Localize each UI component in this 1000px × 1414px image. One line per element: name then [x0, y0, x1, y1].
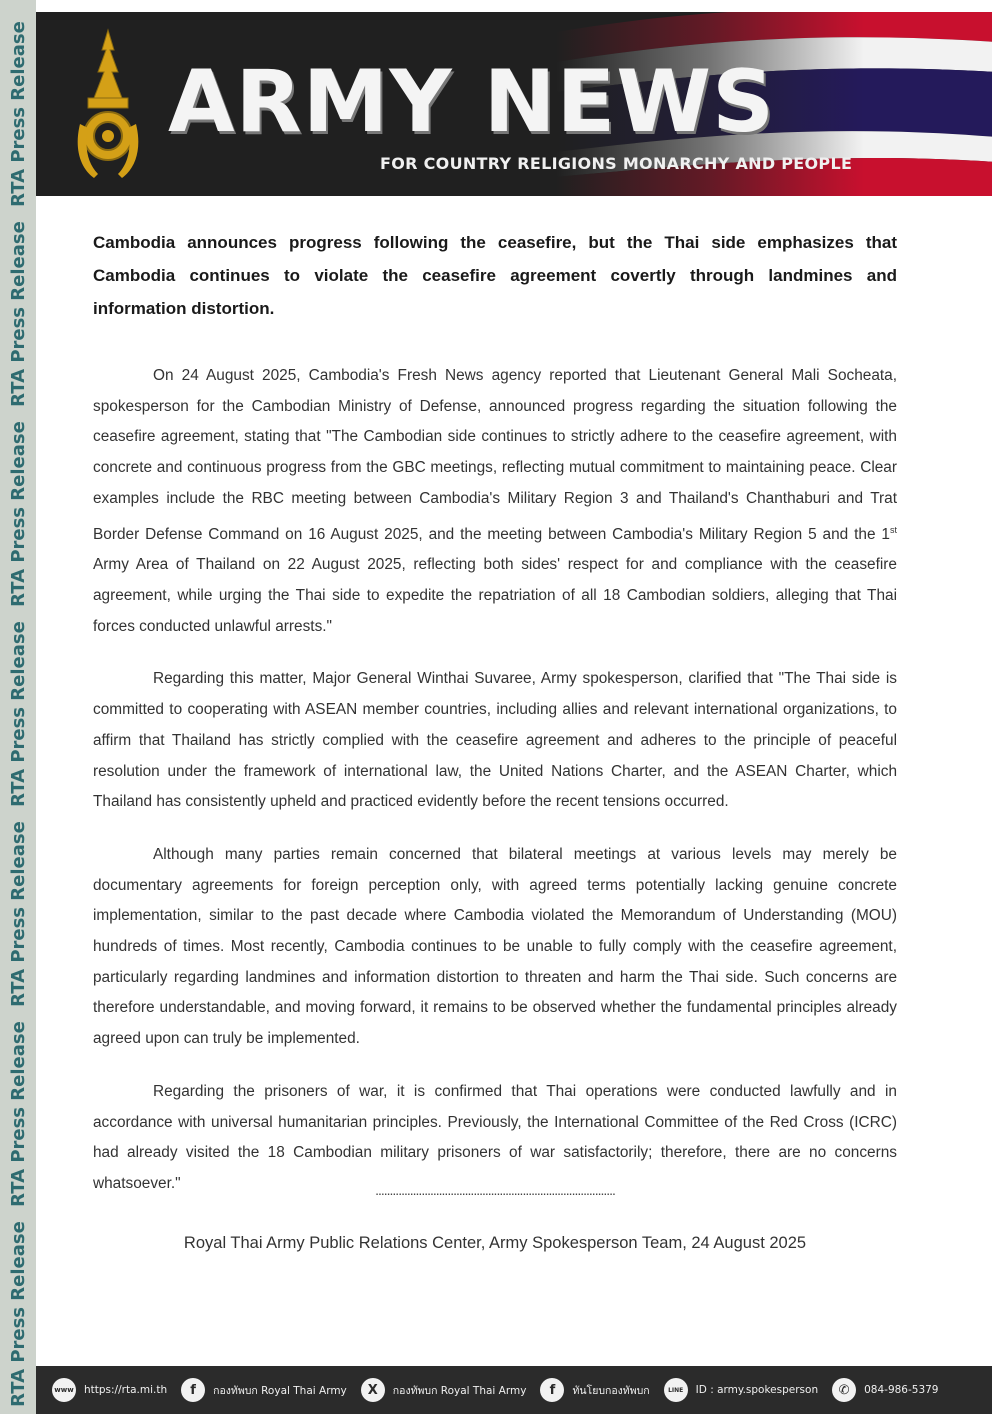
header-subtitle: FOR COUNTRY RELIGIONS MONARCHY AND PEOPLE [380, 154, 853, 173]
ordinal-superscript: st [889, 524, 897, 535]
sidebar-label: RTA Press Release [7, 221, 29, 407]
royal-thai-army-emblem-icon [74, 28, 142, 184]
sidebar-banner [0, 0, 36, 1414]
footer-website[interactable] [52, 1378, 167, 1402]
sidebar-label: RTA Press Release [7, 621, 29, 807]
footer-phone[interactable] [832, 1378, 938, 1402]
footer-contact-bar [36, 1366, 992, 1414]
footer-line-id[interactable] [664, 1378, 818, 1402]
footer-facebook-page[interactable] [181, 1378, 347, 1402]
footer-line-text: ID : army.spokesperson [695, 1384, 819, 1396]
sidebar-label: RTA Press Release [7, 21, 29, 207]
facebook-icon: f [181, 1378, 205, 1402]
paragraph-text: Army Area of Thailand on 22 August 2025, reflecting both sides' respect for and compliance with the ceasefire agreement, while urging the Thai side to expedite the repatriation of all 18 Cambodian soldiers, alleging that Thai forces conducted unlawful arrests." [93, 556, 897, 635]
header-title: ARMY NEWS [168, 52, 776, 152]
x-icon: X [361, 1378, 385, 1402]
sidebar-label: RTA Press Release [7, 1021, 29, 1207]
phone-icon: ✆ [832, 1378, 856, 1402]
separator-dots: ................................................................................... [375, 1182, 615, 1198]
footer-website-text: https://rta.mi.th [84, 1384, 168, 1396]
web-icon: www [52, 1378, 76, 1402]
header-banner [36, 12, 992, 196]
footer-facebook-text: กองทัพบก Royal Thai Army [213, 1384, 347, 1397]
article-paragraph-3: Although many parties remain concerned that bilateral meetings at various levels may merely be documentary agreements for foreign perception only, with agreed terms potentially lacking genuine concrete implementation, similar to the past decade where Cambodia violated the Memorandum of Understanding (MOU) hundreds of times. Most recently, Cambodia continues to be unable to fully comply with the ceasefire agreement, particularly regarding landmines and information distortion to threaten and harm the Thai side. Such concerns are therefore understandable, and moving forward, it remains to be observed whether the fundamental principles already agreed upon can truly be implemented. [93, 845, 897, 1048]
footer-facebook-text: ทันโยบกองทัพบก [572, 1384, 650, 1397]
article-paragraph-1 [93, 361, 897, 642]
footer-x-account[interactable] [361, 1378, 527, 1402]
article-signature: Royal Thai Army Public Relations Center, Army Spokesperson Team, 24 August 2025 [183, 1234, 807, 1252]
sidebar-label-strip [0, 0, 36, 1414]
article-body [93, 226, 897, 1222]
sidebar-label: RTA Press Release [7, 421, 29, 607]
paragraph-text: On 24 August 2025, Cambodia's Fresh News agency reported that Lieutenant General Mali Socheata, spokesperson for the Cambodian Ministry of Defense, announced progress regarding the situation following the ceasefire agreement, stating that "The Cambodian side continues to strictly adhere to the ceasefire agreement, with concrete and continuous progress from the GBC meetings, reflecting mutual commitment to maintaining peace. Clear examples include the RBC meeting between Cambodia's Military Region 3 and Thailand's Chanthaburi and Trat Border Defense Command on 16 August 2025, and the meeting between Cambodia's Military Region 5 and the 1 [93, 367, 897, 543]
article-headline: Cambodia announces progress following the ceasefire, but the Thai side emphasizes that Cambodia continues to violate the ceasefire agreement covertly through landmines and information distortion. [93, 233, 897, 318]
sidebar-label: RTA Press Release [7, 1221, 29, 1407]
article-paragraph-2: Regarding this matter, Major General Winthai Suvaree, Army spokesperson, clarified that "The Thai side is committed to cooperating with ASEAN member countries, including allies and relevant international organizations, to affirm that Thailand has strictly complied with the ceasefire agreement and adheres to the principle of peaceful resolution under the framework of international law, the United Nations Charter, and the ASEAN Charter, which Thailand has consistently upheld and practiced evidently before the recent tensions occurred. [93, 670, 897, 811]
sidebar-label: RTA Press Release [7, 821, 29, 1007]
line-icon: LINE [664, 1378, 688, 1402]
footer-phone-text: 084-986-5379 [864, 1384, 939, 1396]
facebook-icon: f [540, 1378, 564, 1402]
article-paragraph-4: Regarding the prisoners of war, it is confirmed that Thai operations were conducted lawfully and in accordance with universal humanitarian principles. Previously, the International Committee of the Red Cross (ICRC) had already visited the 18 Cambodian military prisoners of war satisfactorily; therefore, there are no concerns whatsoever." [93, 1082, 897, 1192]
footer-x-text: กองทัพบก Royal Thai Army [392, 1384, 527, 1397]
footer-facebook-spokesperson[interactable] [540, 1378, 649, 1402]
